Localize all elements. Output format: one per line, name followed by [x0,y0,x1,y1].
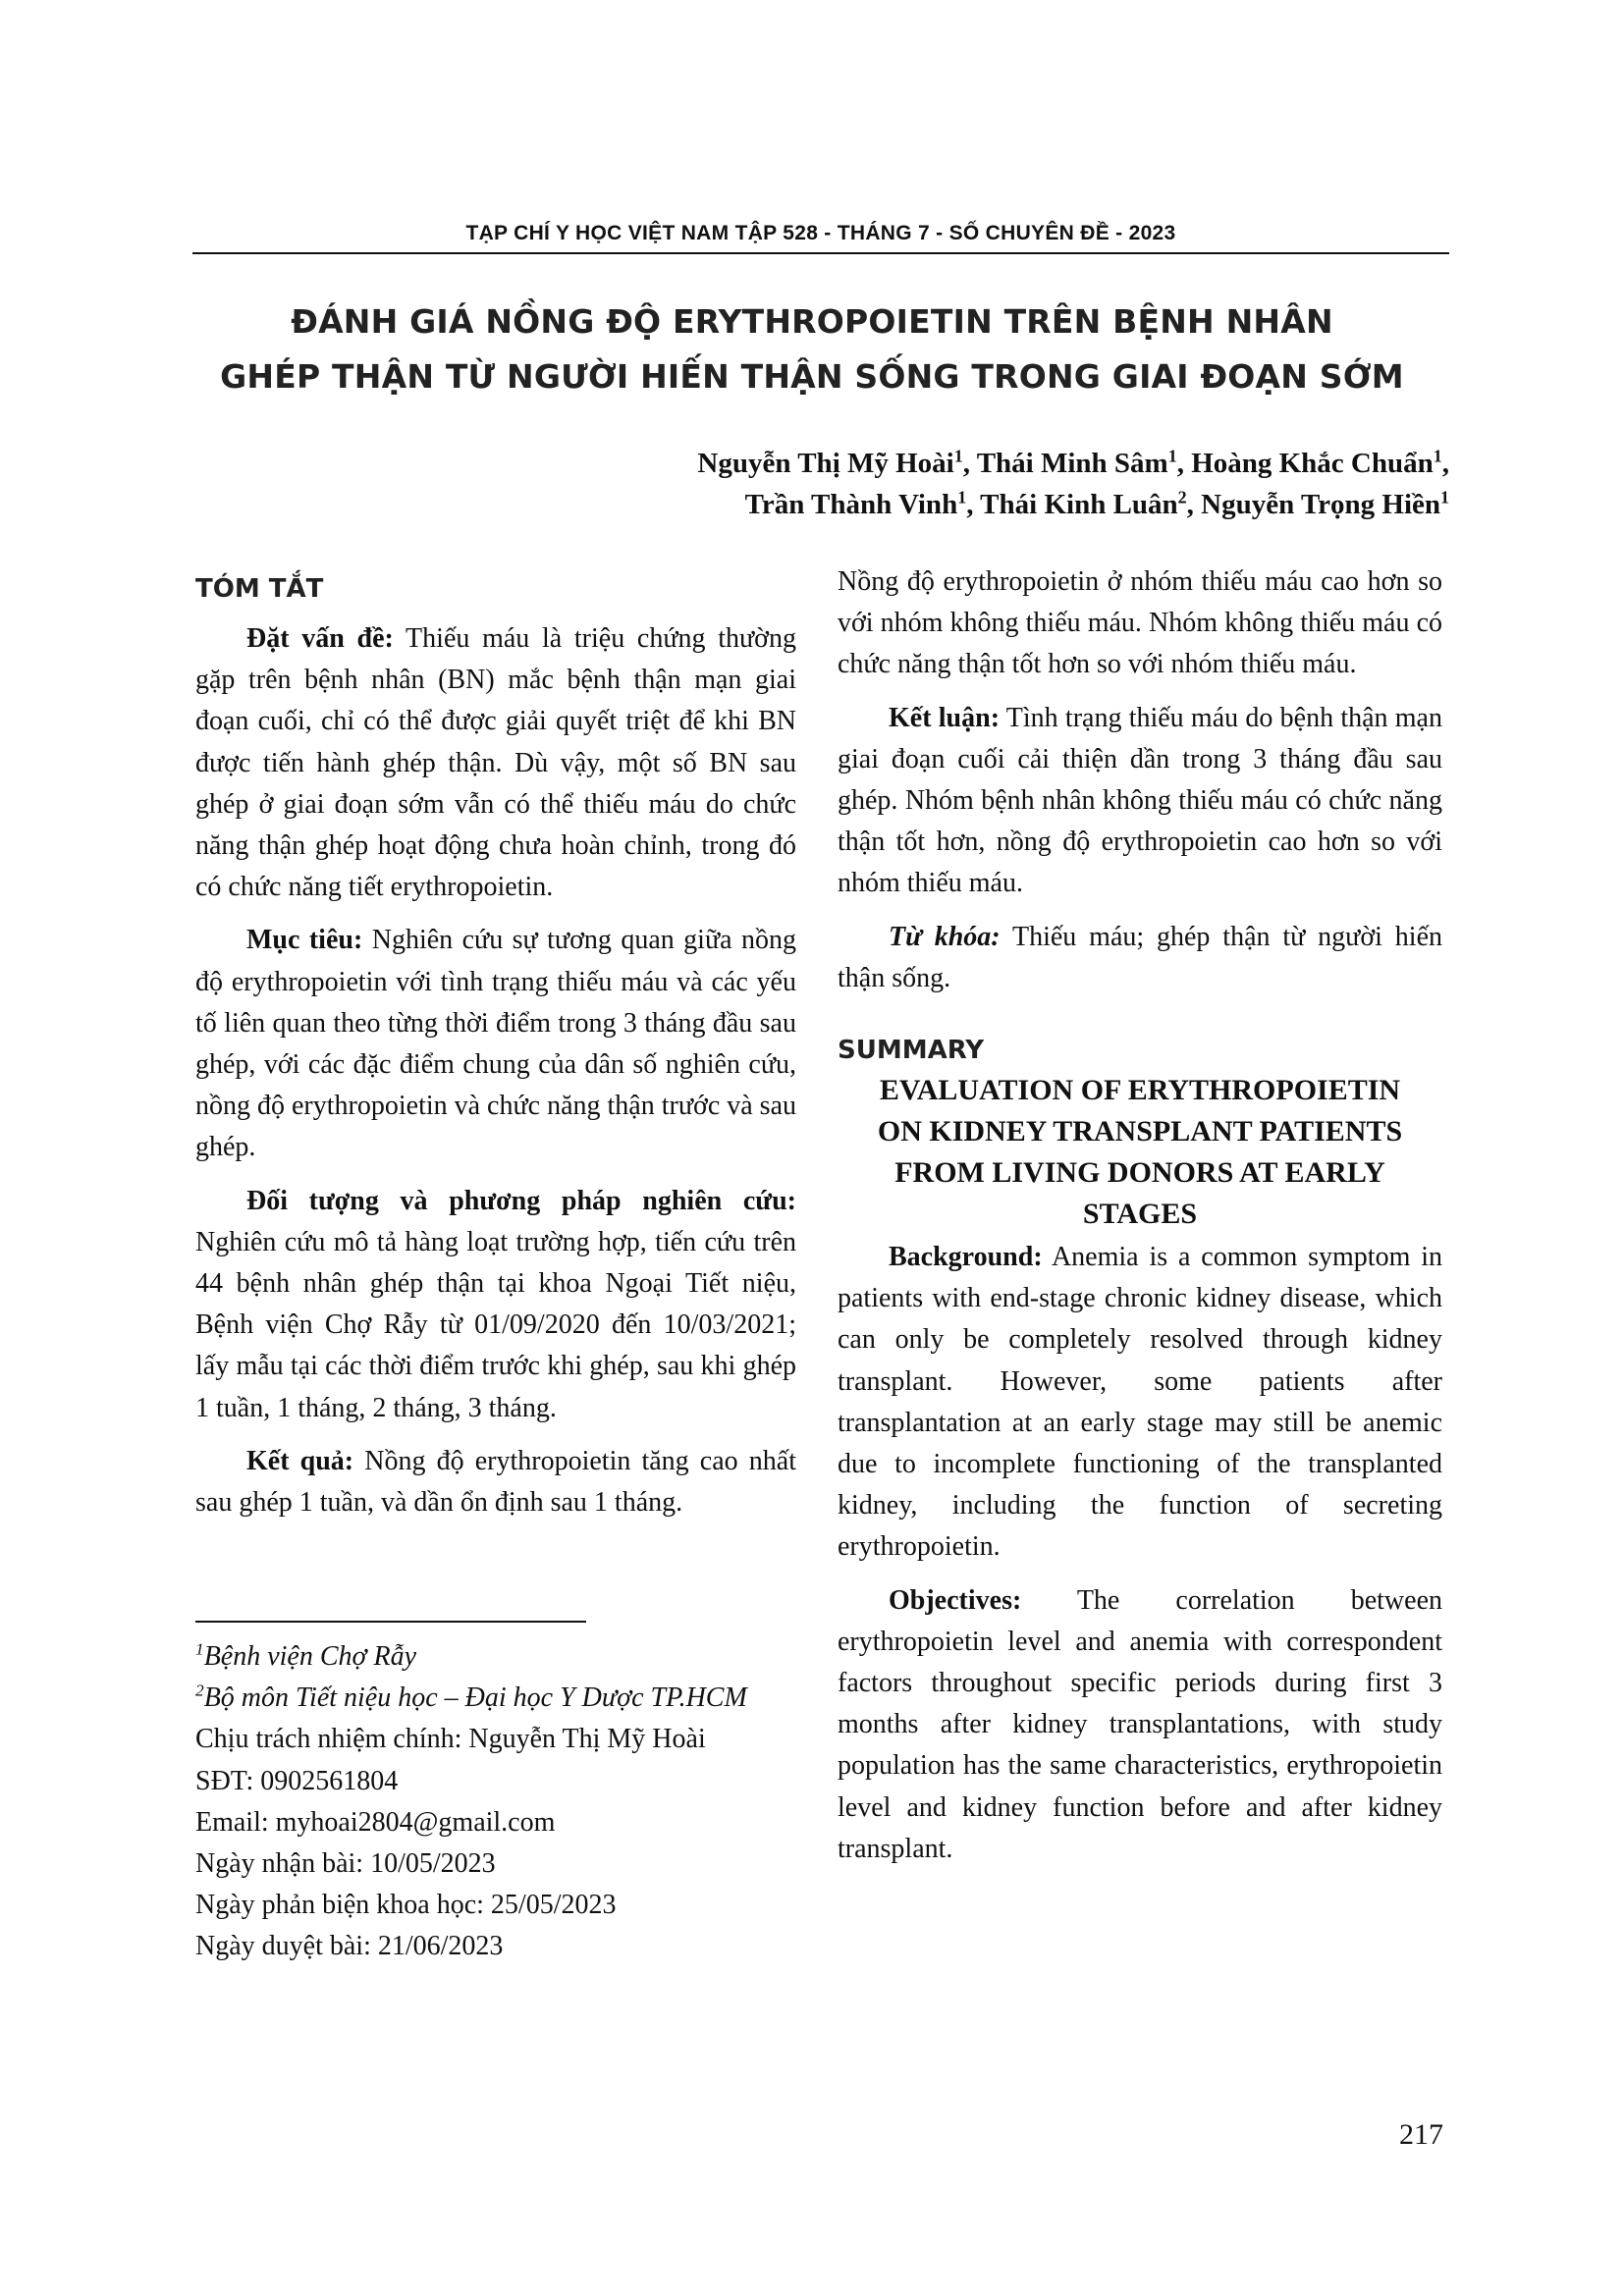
author-line-2 [369,489,1449,521]
phone: SĐT: 0902561804 [195,1765,399,1796]
abstract-heading: TÓM TẮT [195,574,324,604]
affiliation-2 [195,1678,796,1719]
keywords-text: Thiếu máu; ghép thận từ người hiến thận sống. [838,921,1442,993]
abstract-results [195,1441,796,1523]
keywords-label: Từ khóa: [889,921,1001,952]
abstract-keywords [838,917,1442,999]
author-name: Hoàng Khắc Chuẩn [1191,448,1434,479]
objectives-text-en: The correlation between erythropoietin level and anemia with correspondent factors throughout specific periods during first 3 months after kidney transplantations, with study population has the same characteristics, erythropoietin level and kidney function before and after kidney transplant. [838,1584,1442,1864]
summary-objectives [838,1580,1442,1870]
author-separator: , [1186,489,1202,520]
date-received: Ngày nhận bài: 10/05/2023 [195,1848,496,1880]
author-affiliation: 1 [957,487,967,507]
abstract-objective [195,920,796,1168]
methods-label: Đối tượng và phương pháp nghiên cứu: [246,1185,796,1216]
author-name: Nguyễn Trọng Hiền [1201,489,1441,520]
article-title-line-2: GHÉP THẬN TỪ NGƯỜI HIẾN THẬN SỐNG TRONG GIAI ĐOẠN SỚM [220,357,1404,396]
english-title [838,1070,1442,1235]
abstract-background [195,618,796,908]
left-column [195,561,796,1523]
english-title-line: FROM LIVING DONORS AT EARLY [894,1156,1385,1190]
date-reviewed: Ngày phản biện khoa học: 25/05/2023 [195,1890,617,1921]
author-affiliation: 1 [1167,446,1177,466]
english-title-line: ON KIDNEY TRANSPLANT PATIENTS [877,1115,1403,1148]
author-name: Thái Minh Sâm [976,448,1168,479]
journal-header: TẠP CHÍ Y HỌC VIỆT NAM TẬP 528 - THÁNG 7 - SỐ CHUYÊN ĐỀ - 2023 [465,222,1176,244]
affiliation-text: Bệnh viện Chợ Rẫy [203,1641,417,1672]
author-name: Thái Kinh Luân [980,489,1178,520]
page-number: 217 [1399,2118,1443,2151]
summary-heading: SUMMARY [838,1036,985,1066]
footnote-rule [195,1621,586,1623]
summary-background [838,1237,1442,1569]
methods-text: Nghiên cứu mô tả hàng loạt trường hợp, tiến cứu trên 44 bệnh nhân ghép thận tại khoa Ngoại Tiết niệu, Bệnh viện Chợ Rẫy từ 01/09/2020 đến 10/03/2021; lấy mẫu tại các thời điểm trước khi ghép, sau khi ghép 1 tuần, 1 tháng, 2 tháng, 3 tháng. [195,1226,796,1423]
results-label: Kết quả: [246,1445,354,1476]
affiliation-number: 1 [195,1639,204,1659]
header-rule [192,252,1449,254]
results-text: Nồng độ erythropoietin tăng cao nhất sau ghép 1 tuần, và dần ổn định sau 1 tháng. [195,1445,796,1519]
objectives-label-en: Objectives: [889,1584,1022,1616]
author-affiliation: 1 [1433,446,1442,466]
english-title-line: STAGES [1082,1198,1198,1231]
article-title-line-1: ĐÁNH GIÁ NỒNG ĐỘ ERYTHROPOIETIN TRÊN BỆNH NHÂN [291,302,1333,341]
affiliation-text: Bộ môn Tiết niệu học – Đại học Y Dược TP.HCM [203,1682,747,1714]
affiliation-1 [195,1636,796,1678]
abstract-methods [195,1181,796,1429]
english-title-line: EVALUATION OF ERYTHROPOIETIN [879,1074,1401,1107]
author-affiliation: 1 [953,446,963,466]
affiliation-number: 2 [195,1681,204,1700]
abstract-results-continued: Nồng độ erythropoietin ở nhóm thiếu máu cao hơn so với nhóm không thiếu máu. Nhóm không thiếu máu có chức năng thận tốt hơn so với nhóm thiếu máu. [838,566,1442,680]
background-label-en: Background: [889,1242,1043,1273]
author-name: Trần Thành Vinh [744,489,958,520]
email: Email: myhoai2804@gmail.com [195,1806,556,1838]
author-name: Nguyễn Thị Mỹ Hoài [697,448,954,479]
author-separator: , [1176,448,1192,479]
objective-text: Nghiên cứu sự tương quan giữa nồng độ erythropoietin với tình trạng thiếu máu và các yếu tố liên quan theo từng thời điểm trong 3 tháng đầu sau ghép, với các đặc điểm chung của dân số nghiên cứu, nồng độ erythropoietin và chức năng thận trước và sau ghép. [195,925,796,1163]
objective-label: Mục tiêu: [246,925,363,956]
author-affiliation: 2 [1177,487,1187,507]
background-text: Thiếu máu là triệu chứng thường gặp trên bệnh nhân (BN) mắc bệnh thận mạn giai đoạn cuối, chỉ có thể được giải quyết triệt để khi BN được tiến hành ghép thận. Dù vậy, một số BN sau ghép ở giai đoạn sớm vẫn có thể thiếu máu do chức năng thận ghép hoạt động chưa hoàn chỉnh, trong đó có chức năng tiết erythropoietin. [195,623,796,903]
author-line-1 [369,448,1449,480]
author-separator: , [962,448,977,479]
conclusion-text: Tình trạng thiếu máu do bệnh thận mạn giai đoạn cuối cải thiện dần trong 3 tháng đầu sau ghép. Nhóm bệnh nhân không thiếu máu có chức năng thận tốt hơn, nồng độ erythropoietin cao hơn so với nhóm thiếu máu. [838,702,1442,899]
author-separator: , [966,489,981,520]
background-label: Đặt vấn đề: [246,623,394,654]
background-text-en: Anemia is a common symptom in patients with end-stage chronic kidney disease, which can only be completely resolved through kidney transplant. However, some patients after transplantation at an early stage may still be anemic due to incomplete functioning of the transplanted kidney, including the function of secreting erythropoietin. [838,1242,1442,1563]
corresponding-author: Chịu trách nhiệm chính: Nguyễn Thị Mỹ Hoài [195,1724,706,1755]
right-column [838,561,1442,1870]
author-affiliation: 1 [1440,487,1449,507]
date-accepted: Ngày duyệt bài: 21/06/2023 [195,1931,504,1962]
conclusion-label: Kết luận: [889,702,1001,733]
footnotes [195,1636,796,1968]
author-separator: , [1441,448,1449,479]
abstract-conclusion [838,698,1442,905]
